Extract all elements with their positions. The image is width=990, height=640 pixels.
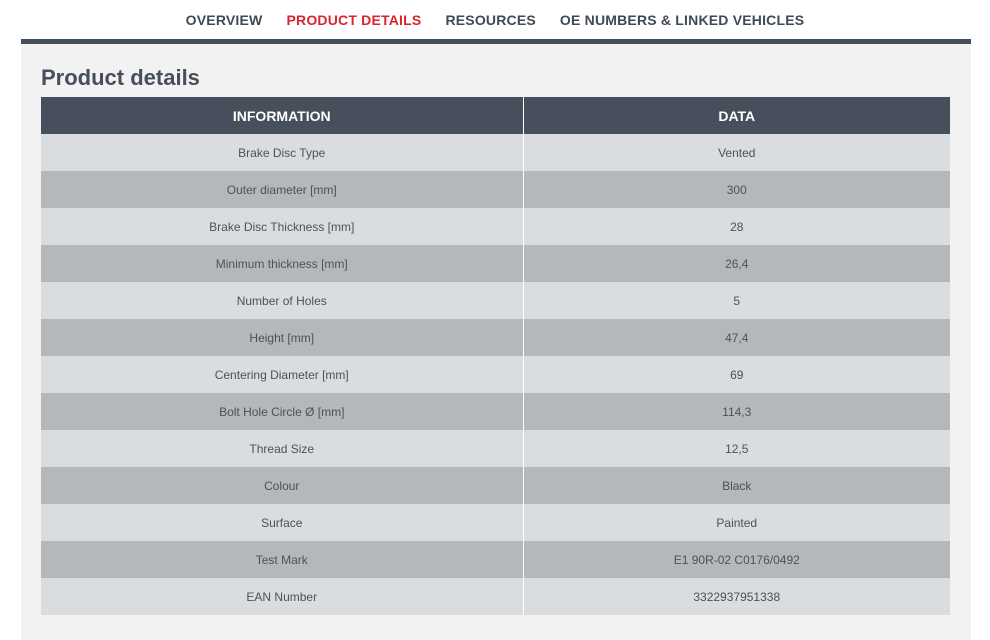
row-label: Brake Disc Type [41, 134, 523, 171]
row-value: E1 90R-02 C0176/0492 [523, 541, 950, 578]
table-row [41, 208, 950, 245]
row-label: Minimum thickness [mm] [41, 245, 523, 282]
row-label: Colour [41, 467, 523, 504]
table-row [41, 541, 950, 578]
table-row [41, 430, 950, 467]
table-row [41, 578, 950, 615]
tab-resources[interactable]: RESOURCES [445, 12, 536, 28]
row-value: 28 [523, 208, 950, 245]
table-row [41, 282, 950, 319]
table-row [41, 393, 950, 430]
row-label: Surface [41, 504, 523, 541]
column-header-information: INFORMATION [41, 97, 523, 134]
page-title: Product details [41, 65, 200, 90]
table-row [41, 134, 950, 171]
row-value: 26,4 [523, 245, 950, 282]
row-label: Brake Disc Thickness [mm] [41, 208, 523, 245]
row-value: Painted [523, 504, 950, 541]
tab-product-details[interactable]: PRODUCT DETAILS [286, 12, 422, 28]
row-value: 69 [523, 356, 950, 393]
column-header-data: DATA [523, 97, 950, 134]
row-label: Number of Holes [41, 282, 523, 319]
row-value: 47,4 [523, 319, 950, 356]
row-label: Outer diameter [mm] [41, 171, 523, 208]
row-label: EAN Number [41, 578, 523, 615]
tab-bar [0, 0, 990, 40]
row-label: Bolt Hole Circle Ø [mm] [41, 393, 523, 430]
row-value: Vented [523, 134, 950, 171]
product-details-table [41, 97, 950, 615]
row-label: Thread Size [41, 430, 523, 467]
row-value: 5 [523, 282, 950, 319]
tab-oe-numbers-linked-vehicles[interactable]: OE NUMBERS & LINKED VEHICLES [559, 12, 805, 28]
table-row [41, 467, 950, 504]
table-row [41, 319, 950, 356]
table-header-row [41, 97, 950, 134]
table-row [41, 245, 950, 282]
row-label: Centering Diameter [mm] [41, 356, 523, 393]
table-row [41, 356, 950, 393]
product-details-panel [21, 44, 971, 640]
table-row [41, 504, 950, 541]
row-value: 12,5 [523, 430, 950, 467]
row-label: Test Mark [41, 541, 523, 578]
tab-overview[interactable]: OVERVIEW [185, 12, 263, 28]
row-value: 114,3 [523, 393, 950, 430]
row-value: Black [523, 467, 950, 504]
row-label: Height [mm] [41, 319, 523, 356]
row-value: 3322937951338 [523, 578, 950, 615]
table-row [41, 171, 950, 208]
row-value: 300 [523, 171, 950, 208]
